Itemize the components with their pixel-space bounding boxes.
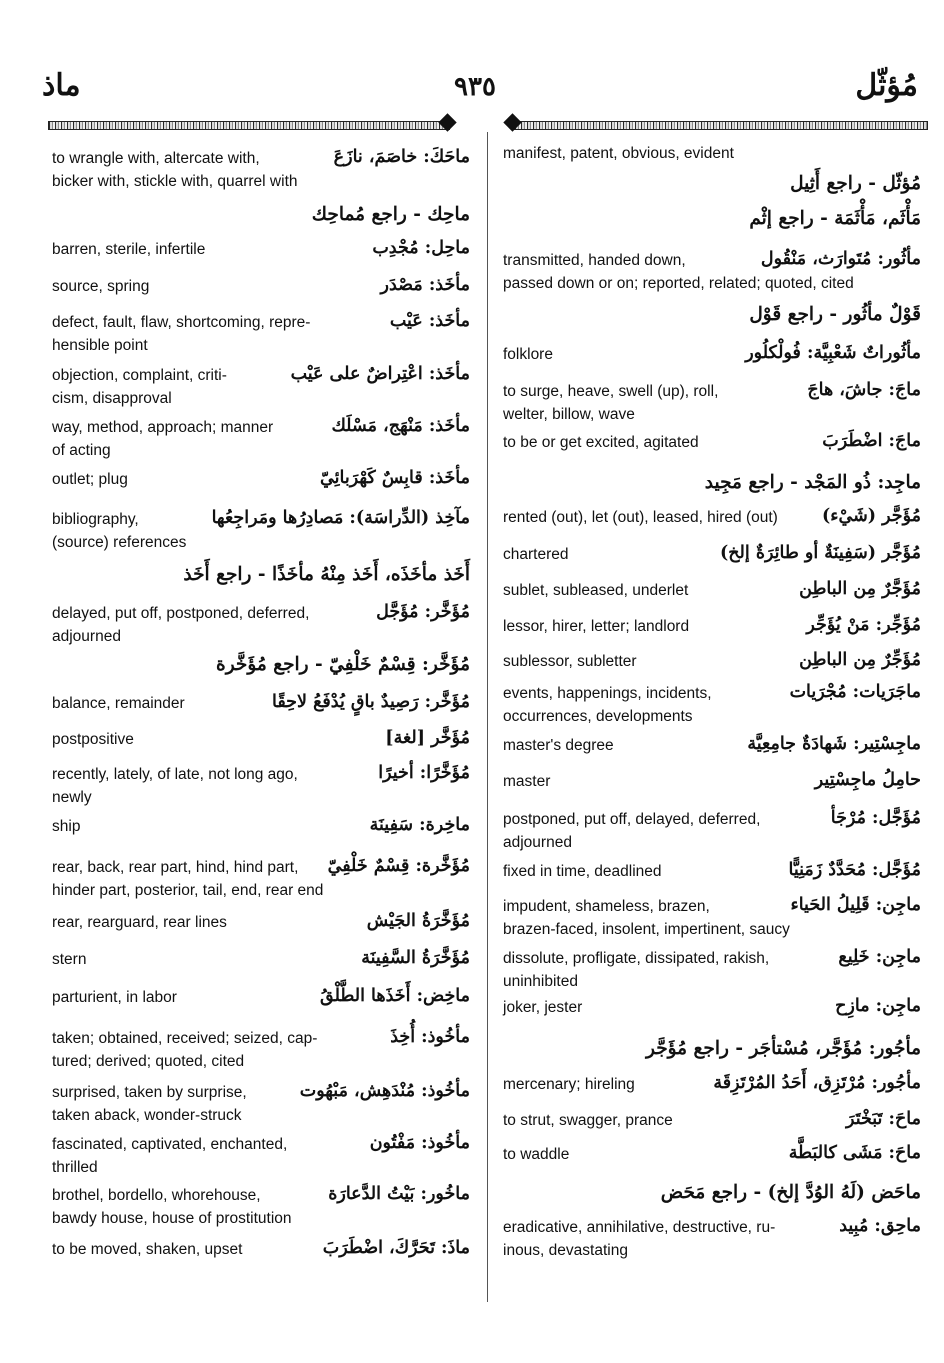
- entry: [503, 249, 921, 297]
- entry: [503, 1216, 921, 1264]
- entry: [52, 1184, 470, 1232]
- entry-arabic: مُؤَخَّرَةُ الجَيْش: [363, 908, 470, 934]
- entry-arabic: مُؤَجَّل: مُرْجَأ: [827, 805, 921, 831]
- entry-arabic: ماجَ: اضْطَرَبَ: [818, 428, 921, 454]
- entry-english: way, method, approach; manner of acting: [52, 419, 274, 459]
- entry-arabic: مأخُوذ: مُنْدَهِش، مَبْهُوت: [296, 1078, 470, 1104]
- entry-english: to surge, heave, swell (up), roll, welter, billow, wave: [503, 383, 719, 423]
- entry-english: folklore: [503, 346, 553, 363]
- entry-arabic: ماخِرة: سَفِينَة: [366, 812, 470, 838]
- right-guide-word: مُؤثّل: [855, 68, 918, 103]
- entry-arabic: ماجِن: مازِح: [831, 993, 921, 1019]
- entry-arabic: ماحِق: مُبِيد: [835, 1213, 921, 1239]
- entry-arabic: ماحِل: مُجْدِب: [368, 235, 470, 261]
- entry-english: lessor, hirer, letter; landlord: [503, 618, 690, 635]
- entry-arabic: ماجِسْتِير: شَهادَةٌ جامِعِيَّة: [743, 731, 921, 757]
- entry-arabic: مأخُوذ: أُخِذَ: [386, 1024, 470, 1050]
- entry-arabic: مأجُور: مُؤَجَّر، مُسْتأجَر - راجع مُؤَجَّر: [645, 1038, 921, 1059]
- entry: [52, 1081, 470, 1129]
- entry: [52, 508, 470, 556]
- entry-english: transmitted, handed down, passed down or on; reported, related; quoted, cited: [503, 252, 854, 292]
- entry-arabic: حامِلُ ماجِسْتِير: [811, 767, 921, 793]
- entry-english: fixed in time, deadlined: [503, 863, 662, 880]
- entry: [503, 682, 921, 730]
- entry-arabic: أَخَذ مأخَذَه، أَخَذ مِنْهُ مأخَذًا - راجع أَخَذ: [183, 564, 470, 585]
- entry-arabic: ماجِد: ذُو المَجْد - راجع مَجِيد: [704, 472, 921, 493]
- entry: [52, 416, 470, 464]
- entry-arabic: مُؤَخَّرَةُ السَّفِينَة: [357, 945, 470, 971]
- entry-arabic: مُؤَجِّر: مَنْ يُؤَجِّر: [802, 612, 921, 638]
- entry-arabic: مُؤَخَّر: مُؤَجَّل: [372, 599, 470, 625]
- entry: [52, 147, 470, 195]
- page-number: ٩٣٥: [454, 72, 496, 102]
- entry-english: defect, fault, flaw, shortcoming, repre- hensible point: [52, 314, 311, 354]
- entry-arabic: ماجَ: جاشَ، هاجَ: [803, 377, 921, 403]
- entry-arabic: مُؤَخَّر [لغة]: [381, 725, 470, 751]
- entry: [503, 808, 921, 856]
- entry-english: taken; obtained, received; seized, cap- tured; derived; quoted, cited: [52, 1030, 318, 1070]
- entry-english: manifest, patent, obvious, evident: [503, 145, 734, 162]
- entry-arabic: مُؤَخَّرًا: أخيرًا: [374, 760, 470, 786]
- entry-english: parturient, in labor: [52, 989, 177, 1006]
- entry-arabic: ماجَرَيات: مُجْرَيات: [786, 679, 921, 705]
- entry-english: delayed, put off, postponed, deferred, adjourned: [52, 605, 310, 645]
- entry-english: postpositive: [52, 731, 134, 748]
- entry-arabic: مأخَذ: قابِسٌ كَهْرَبائِيّ: [316, 465, 470, 491]
- entry-english: surprised, taken by surprise, taken aback, wonder-struck: [52, 1084, 247, 1124]
- entry-english: recently, lately, of late, not long ago, newly: [52, 766, 298, 806]
- entry-english: objection, complaint, criti- cism, disapproval: [52, 367, 227, 407]
- entry-arabic: ماخُور: بَيْتُ الدَّعارَة: [324, 1181, 470, 1207]
- entry: [503, 895, 921, 943]
- entry-english: to be or get excited, agitated: [503, 434, 699, 451]
- entry-arabic: ماحِك - راجع مُماحِك: [311, 204, 470, 225]
- entry: [52, 311, 470, 359]
- column-divider: [487, 132, 488, 1302]
- entry-english: master: [503, 773, 551, 790]
- entry-english: fascinated, captivated, enchanted, thrilled: [52, 1136, 288, 1176]
- entry-english: rear, rearguard, rear lines: [52, 914, 227, 931]
- entry-arabic: مُؤَجَّرٌ مِن الباطِن: [795, 576, 921, 602]
- entry-english: mercenary; hireling: [503, 1076, 635, 1093]
- entry: [52, 602, 470, 650]
- entry: [52, 364, 470, 412]
- entry-arabic: ماحَ: مَشَى كالبَطَّة: [785, 1140, 921, 1166]
- entry-english: joker, jester: [503, 999, 583, 1016]
- entry-arabic: مأخُوذ: مَفْتُون: [366, 1130, 470, 1156]
- entry-arabic: ماذَ: تَحَرَّكَ، اضْطَرَبَ: [319, 1235, 470, 1261]
- entry-arabic: ماحَكَ: خاصَمَ، نازَعَ: [330, 144, 470, 170]
- entry: [503, 380, 921, 428]
- entry-arabic: مُؤَجَّر (شَيْء): [818, 503, 921, 529]
- entry: [52, 763, 470, 811]
- entry-english: chartered: [503, 546, 569, 563]
- entry-english: dissolute, profligate, dissipated, rakish, uninhibited: [503, 950, 770, 990]
- entry-arabic: مأثُور: مُتَوارَث، مَنْقُول: [757, 246, 921, 272]
- entry-arabic: مُؤَجِّرٌ مِن الباطِن: [795, 647, 921, 673]
- entry-arabic: مُؤَخَّر: رَصِيدٌ باقٍ يُدْفَعُ لاحِقًا: [268, 689, 470, 715]
- entry-english: rear, back, rear part, hind, hind part, hinder part, posterior, tail, end, rear end: [52, 859, 324, 899]
- entry: [52, 1027, 470, 1075]
- entry-english: source, spring: [52, 278, 150, 295]
- entry: [503, 947, 921, 995]
- entry-arabic: ماجِن: قَلِيلُ الحَياء: [786, 892, 921, 918]
- entry-english: bibliography, (source) references: [52, 511, 187, 551]
- entry-arabic: ماجِن: خَلِيع: [834, 944, 921, 970]
- entry-arabic: مُؤثّل - راجع أَثِيل: [790, 173, 921, 194]
- entry-english: to waddle: [503, 1146, 570, 1163]
- entry-arabic: مأخَذ: عَيْب: [386, 308, 470, 334]
- entry-arabic: مأخَذ: مَنْهَج، مَسْلَك: [327, 413, 470, 439]
- entry-english: rented (out), let (out), leased, hired (out): [503, 509, 778, 526]
- entry-english: sublessor, subletter: [503, 653, 637, 670]
- entry-english: balance, remainder: [52, 695, 185, 712]
- entry-english: ship: [52, 818, 81, 835]
- entry-arabic: قَوْلٌ مأثُور - راجع قَوْل: [749, 304, 921, 325]
- entry-english: eradicative, annihilative, destructive, ru- inous, devastating: [503, 1219, 776, 1259]
- entry-arabic: مأخَذ: مَصْدَر: [377, 272, 470, 298]
- entry-arabic: مأجُور: مُرْتَزِق، أَحَدُ المُرْتَزِقَة: [709, 1070, 921, 1096]
- entry-arabic: مآخِذ (الدِّراسَة): مَصادِرُها ومَراجِعُها: [208, 505, 470, 531]
- left-guide-word: ماذ: [42, 68, 81, 103]
- entry-english: postponed, put off, delayed, deferred, adjourned: [503, 811, 761, 851]
- entry-arabic: مُؤَجَّر (سَفِينَةٌ أو طائِرَةٌ إلخ): [716, 540, 921, 566]
- entry-english: events, happenings, incidents, occurrences, developments: [503, 685, 712, 725]
- entry-arabic: مأثُوراتٌ شَعْبِيَّة: فُولْكلُور: [741, 340, 921, 366]
- entry-english: to wrangle with, altercate with, bicker with, stickle with, quarrel with: [52, 150, 298, 190]
- entry: [52, 856, 470, 904]
- entry-english: to strut, swagger, prance: [503, 1112, 673, 1129]
- entry-english: barren, sterile, infertile: [52, 241, 206, 258]
- entry-arabic: ماخِض: أَخَذَها الطَّلْقُ: [316, 983, 470, 1009]
- entry-english: brothel, bordello, whorehouse, bawdy house, house of prostitution: [52, 1187, 292, 1227]
- entry-english: impudent, shameless, brazen, brazen-faced, insolent, impertinent, saucy: [503, 898, 790, 938]
- entry-arabic: ماحَض (لَهُ الوُدَّ إلخ) - راجع مَحَض: [660, 1182, 921, 1203]
- left-header-rule: [48, 121, 450, 130]
- entry-english: stern: [52, 951, 87, 968]
- entry-arabic: مأخَذ: اعْتِراضٌ على عَيْب: [287, 361, 470, 387]
- entry-english: sublet, subleased, underlet: [503, 582, 689, 599]
- entry-arabic: ماحَ: تَبَخْتَرَ: [842, 1106, 921, 1132]
- entry-english: to be moved, shaken, upset: [52, 1241, 243, 1258]
- entry: [52, 1133, 470, 1181]
- entry-arabic: مُؤَخَّرة: قِسْمٌ خَلْفِيّ: [324, 853, 470, 879]
- entry-english: outlet; plug: [52, 471, 128, 488]
- entry: [52, 1238, 470, 1286]
- entry-arabic: مُؤَجَّل: مُحَدَّدٌ زَمَنِيًّا: [785, 857, 922, 883]
- entry-english: master's degree: [503, 737, 614, 754]
- entry-arabic: مُؤَخَّر: قِسْمٌ خَلْفِيّ - راجع مُؤَخَّرة: [216, 654, 470, 675]
- right-header-rule: [514, 121, 928, 130]
- entry-arabic: مَأْثَم، مَأْثَمَة - راجع إثْم: [749, 208, 921, 229]
